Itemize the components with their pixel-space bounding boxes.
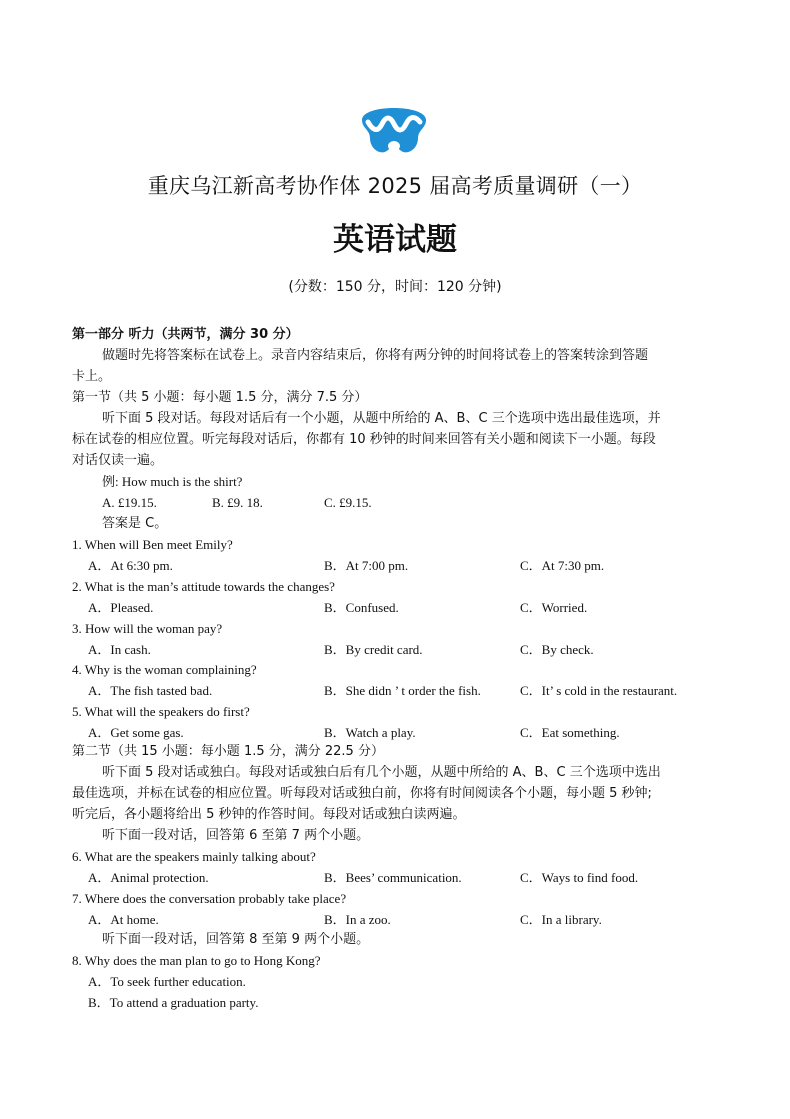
subject-title: 英语试题 xyxy=(333,222,457,258)
part1-intro-1: 做题时先将答案标在试卷上。录音内容结束后，你将有两分钟的时间将试卷上的答案转涂到答题 xyxy=(102,348,649,363)
question-2: 2. What is the man’s attitude towards the changes? xyxy=(72,579,335,594)
group-2-instruction: 听下面一段对话，回答第 8 至第 9 两个小题。 xyxy=(102,932,370,947)
q6-option-c: C．Ways to find food. xyxy=(520,870,639,885)
example-question: 例: How much is the shirt? xyxy=(102,474,243,489)
section2-instr-2: 最佳选项，并标在试卷的相应位置。听每段对话或独白前，你将有时间阅读各个小题，每小题 5 秒钟; xyxy=(72,786,652,801)
q4-option-a: A．The fish tasted bad. xyxy=(88,683,213,698)
q6-option-b: B．Bees’ communication. xyxy=(324,870,462,885)
q4-option-c: C．It’ s cold in the restaurant. xyxy=(520,683,678,698)
section1-instr-3: 对话仅读一遍。 xyxy=(72,453,164,468)
wave-logo-icon xyxy=(356,98,432,158)
section1-instr-1: 听下面 5 段对话。每段对话后有一个小题，从题中所给的 A、B、C 三个选项中选出最佳选项，并 xyxy=(102,411,661,426)
example-option-b: B. £9. 18. xyxy=(212,495,263,510)
q1-option-c: C．At 7:30 pm. xyxy=(520,558,605,573)
example-option-a: A. £19.15. xyxy=(102,495,157,510)
question-5: 5. What will the speakers do first? xyxy=(72,704,250,719)
question-8: 8. Why does the man plan to go to Hong Kong? xyxy=(72,953,321,968)
q3-option-a: A．In cash. xyxy=(88,642,151,657)
group-1-instruction: 听下面一段对话，回答第 6 至第 7 两个小题。 xyxy=(102,828,370,843)
section2-instr-1: 听下面 5 段对话或独白。每段对话或独白后有几个小题，从题中所给的 A、B、C 三个选项中选出 xyxy=(102,765,661,780)
example-option-c: C. £9.15. xyxy=(324,495,372,510)
q2-option-c: C．Worried. xyxy=(520,600,588,615)
q5-option-b: B．Watch a play. xyxy=(324,725,416,740)
q7-option-c: C．In a library. xyxy=(520,912,602,927)
q5-option-a: A．Get some gas. xyxy=(88,725,184,740)
q5-option-c: C．Eat something. xyxy=(520,725,620,740)
part1-intro-2: 卡上。 xyxy=(72,369,112,384)
section2-instr-3: 听完后，各小题将给出 5 秒钟的作答时间。每段对话或独白读两遍。 xyxy=(72,807,466,822)
q8-option-b: B．To attend a graduation party. xyxy=(88,995,259,1010)
section1-heading: 第一节（共 5 小题：每小题 1.5 分，满分 7.5 分） xyxy=(72,390,368,405)
q1-option-b: B．At 7:00 pm. xyxy=(324,558,409,573)
part1-heading: 第一部分 听力（共两节，满分 30 分） xyxy=(72,327,299,342)
question-4: 4. Why is the woman complaining? xyxy=(72,662,257,677)
score-info: (分数：150 分，时间：120 分钟) xyxy=(288,279,502,295)
q8-option-a: A．To seek further education. xyxy=(88,974,246,989)
question-7: 7. Where does the conversation probably take place? xyxy=(72,891,347,906)
question-6: 6. What are the speakers mainly talking about? xyxy=(72,849,316,864)
q1-option-a: A．At 6:30 pm. xyxy=(88,558,173,573)
q3-option-b: B．By credit card. xyxy=(324,642,423,657)
q2-option-a: A．Pleased. xyxy=(88,600,154,615)
question-1: 1. When will Ben meet Emily? xyxy=(72,537,233,552)
q2-option-b: B．Confused. xyxy=(324,600,399,615)
section2-heading: 第二节（共 15 小题：每小题 1.5 分，满分 22.5 分） xyxy=(72,744,384,759)
q7-option-a: A．At home. xyxy=(88,912,159,927)
q6-option-a: A．Animal protection. xyxy=(88,870,209,885)
q7-option-b: B．In a zoo. xyxy=(324,912,391,927)
section1-instr-2: 标在试卷的相应位置。听完每段对话后，你都有 10 秒钟的时间来回答有关小题和阅读下一小题。每段 xyxy=(72,432,656,447)
exam-title: 重庆乌江新高考协作体 2025 届高考质量调研（一） xyxy=(147,174,643,198)
example-answer: 答案是 C。 xyxy=(102,516,168,531)
question-3: 3. How will the woman pay? xyxy=(72,621,223,636)
q4-option-b: B．She didn ’ t order the fish. xyxy=(324,683,481,698)
q3-option-c: C．By check. xyxy=(520,642,594,657)
